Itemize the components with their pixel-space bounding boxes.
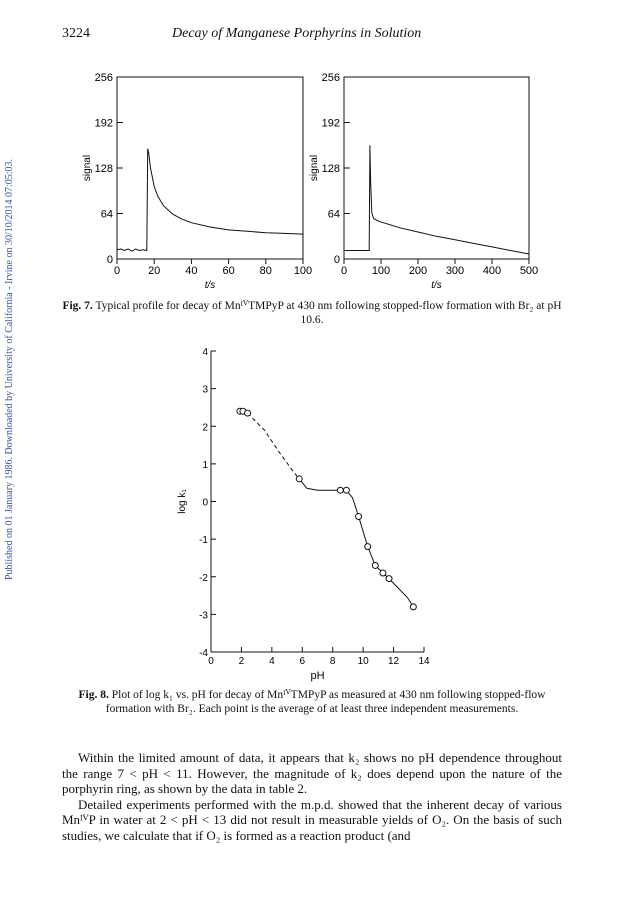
fig8-x-tick-label: 12 [388,656,400,667]
fig8-x-tick-label: 4 [269,656,275,667]
fig7-caption-text: Typical profile for decay of MnᴵⱽTMPyP at 430 nm following stopped-flow formation with Br₂ at pH 10.6. [95,300,562,326]
fig7b-y-tick-label: 256 [321,72,340,84]
fig7b-x-tick-label: 500 [519,265,539,277]
fig8-y-tick-label: 3 [202,384,208,396]
fig8-data-point [410,604,416,610]
fig7a-y-axis-label: signal [82,154,93,182]
fig8-caption-text: Plot of log k₁ vs. pH for decay of MnᴵⱽTMPyP as measured at 430 nm following stopped-flow formation with Br₂. Each point is the average of at least three independent measurements. [105,689,546,715]
fig7-caption [62,299,562,327]
fig7a-y-tick-label: 64 [100,208,113,221]
fig7b-plot-frame [344,77,529,259]
fig8-data-point [245,410,251,416]
fig8-data-point [296,476,302,482]
fig7a-y-tick-label: 192 [94,117,113,130]
fig8-data-point [337,487,343,493]
body-text [62,750,562,843]
fig7b-y-tick-label: 64 [327,208,340,221]
body-paragraph: Within the limited amount of data, it appears that k₂ shows no pH dependence throughout the range 7 < pH < 11. However, the magnitude of k₂ does depend upon the nature of the porphyrin ring, as shown by the data in table 2. [62,750,562,796]
fig7b-y-tick-label: 128 [321,163,340,175]
fig7a-x-axis-label: t/s [204,280,216,291]
running-title: Decay of Manganese Porphyrins in Solution [172,26,422,41]
fig7b-y-tick-label: 192 [321,117,340,130]
fig8-data-point [386,576,392,582]
fig8-x-tick-label: 10 [357,656,369,667]
fig8-y-tick-label: 0 [202,497,208,509]
fig8-y-tick-label: -4 [199,648,208,659]
fig8-data-point [365,544,371,550]
fig8-caption [62,688,562,716]
fig8-x-tick-label: 8 [329,656,336,667]
fig7b-x-tick-label: 0 [340,265,348,277]
fig8-solid-curve [299,479,413,607]
fig8-dashed-curve [248,413,300,479]
fig7a-y-tick-label: 256 [94,72,113,84]
fig7a-y-tick-label: 128 [94,163,113,175]
fig7a-x-tick-label: 100 [293,265,313,277]
fig8-data-point [343,487,349,493]
fig8-y-tick-label: 1 [202,459,208,471]
fig7a-x-tick-label: 40 [185,265,198,277]
fig8-y-tick-label: 2 [202,422,208,434]
fig7b-y-axis-label: signal [309,154,320,182]
fig7a-x-tick-label: 20 [148,265,161,277]
fig8-x-tick-label: 0 [208,656,214,667]
page-number: 3224 [62,26,90,41]
fig8-caption-label: Fig. 8. [78,689,109,701]
fig8-data-point [356,514,362,520]
fig7a-y-tick-label: 0 [106,254,113,266]
fig8-x-axis-label: pH [310,670,325,682]
fig8-y-tick-label: -2 [199,572,208,584]
fig8-y-tick-label: -3 [199,610,208,622]
download-note-text: Published on 01 January 1986. Downloaded by University of California - Irvine on 30/10/2014 07:05:03. [4,158,15,580]
fig8-x-tick-label: 2 [238,656,245,667]
fig8-y-tick-label: -1 [199,535,208,547]
fig8-x-tick-label: 14 [418,656,430,667]
body-paragraph: Detailed experiments performed with the m.p.d. showed that the inherent decay of various MnᴵⱽP in water at 2 < pH < 13 did not result in measurable yields of O₂. On the basis of such studies, we calculate that if O₂ is formed as a reaction product (and [62,796,562,843]
fig8-x-tick-label: 6 [299,656,306,667]
fig8-y-axis-label: log k₁ [177,489,188,514]
fig7a-x-tick-label: 80 [259,265,272,277]
fig7a-x-tick-label: 60 [222,265,235,277]
fig7b-x-tick-label: 100 [371,265,391,277]
fig7a-x-tick-label: 0 [113,265,121,277]
fig8-data-point [380,570,386,576]
fig7b-x-tick-label: 300 [445,265,465,277]
fig7b-x-tick-label: 200 [408,265,428,277]
fig7a-plot-frame [117,77,303,259]
fig7b-x-tick-label: 400 [482,265,502,277]
fig7b-series-line [344,145,529,254]
fig7a-series-line [117,149,303,251]
fig7b-y-tick-label: 0 [333,254,340,266]
fig8-y-tick-label: 4 [202,347,208,358]
fig7-caption-label: Fig. 7. [62,300,93,312]
fig7b-x-axis-label: t/s [431,280,442,291]
fig8-data-point [372,562,378,568]
